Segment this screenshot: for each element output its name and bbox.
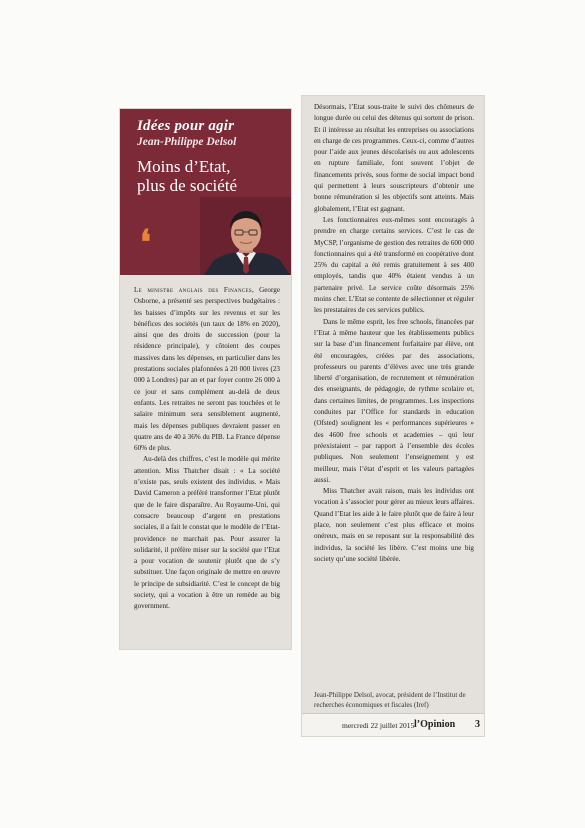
article-headline [137, 157, 237, 195]
article-paragraph-4: Les fonctionnaires eux-mêmes sont encouragés à prendre en charge certains services. C’est le cas de MyCSP, l’organisme de gestion des retraites de 600 000 fonctionnaires qui a été transformé en coopérative dont 25% du capital a été remis gratuitement à ses 400 employés, tandis que 40% étaient vendus à un partenaire privé. Le service coûte désormais 25% moins cher. L’Etat se contente de sélectionner et réguler les prestataires de ces services publics. [314, 215, 474, 315]
article-paragraph-5: Dans le même esprit, les free schools, financées par l’Etat à même hauteur que les établissements publics sur la base d’un financement forfaitaire par élève, ont été encouragées, créées par des associations, professeurs ou parents d’élèves avec une très grande liberté d’organisation, de recrutement et rémunération des enseignants, de pédagogie, de rythme scolaire et, dans certaines limites, de programmes. Les inspections conduites par l’Office for standards in education (Ofsted) soulignent les « performances supérieures » des 4600 free schools et academies – qui leur préexistaient – par rapport à l’ensemble des écoles publiques. Non seulement l’enseignement y est meilleur, mais l’état d’esprit et les valeurs partagées aussi. [314, 317, 474, 484]
column-author: Jean-Philippe Delsol [137, 136, 237, 148]
quote-mark-icon: ❛ [140, 225, 151, 262]
article-body-left-column [134, 285, 280, 613]
column-header [120, 109, 291, 275]
article-clipping-right [302, 96, 484, 736]
article-paragraph-1 [134, 285, 280, 454]
author-signature: Jean-Philippe Delsol, avocat, président de l’Institut de recherches économiques et fiscales (Iref) [314, 691, 466, 709]
publication-date: mercredi 22 juillet 2015 [342, 721, 415, 730]
article-body-right-column [314, 102, 474, 565]
article-clipping-left [120, 109, 291, 649]
article-paragraph-2: Au-delà des chiffres, c’est le modèle qui mérite attention. Miss Thatcher disait : « La société n’existe pas, seuls existent des individus. » Mais David Cameron a préféré transformer l’Etat plutôt que de le faire disparaître. Au Royaume-Uni, qui consacre beaucoup d’argent en prestations sociales, il a fait le constat que le modèle de l’Etat-providence ne marchait pas. Pour assurer la solidarité, il préfère miser sur la société que l’Etat a pour vocation de soutenir plutôt que de s’y substituer. Une façon originale de mettre en œuvre le principe de subsidiarité. C’est le concept de big society, qui a vocation à être un remède au big government. [134, 455, 280, 611]
page-number: 3 [475, 719, 480, 730]
page-footer [302, 713, 484, 736]
column-kicker: Idées pour agir [137, 118, 235, 134]
article-paragraph-3: Désormais, l’Etat sous-traite le suivi des chômeurs de longue durée ou celui des détenus qui sortent de prison. Et il intéresse au résultat les entreprises ou associations en charge de ces programmes. Ceux-ci, comme d’autres pour l’aide aux jeunes déscolarisés ou aux adolescents en rupture familiale, font souvent l’objet de financements privés, sous forme de social impact bond qui permettent à leurs souscripteurs d’obtenir une bonne rémunération si les objectifs sont atteints. Mais globalement, l’Etat est gagnant. [314, 103, 474, 213]
author-portrait [200, 197, 291, 275]
article-lead-in: Le ministre anglais des Finances, [134, 286, 255, 294]
publication-name: l’Opinion [414, 719, 456, 730]
article-paragraph-6: Miss Thatcher avait raison, mais les individus ont vocation à s’associer pour gérer au mieux leurs affaires. Quand l’Etat les aide à le faire plutôt que de faire à leur place, non seulement c’est plus efficace et moins onéreux, mais en se reposant sur la responsabilité des individus, la société les libère. C’est moins une big society qu’une société libérée. [314, 487, 474, 563]
article-paragraph-1-text: George Osborne, a présenté ses perspectives budgétaires : les baisses d’impôts sur les revenus et sur les bénéfices des sociétés (un taux de 18% en 2020), ainsi que des droits de succession (pour la résidence principale), y côtoient des coupes massives dans les dépenses, en particulier dans les prestations sociales plafonnées à 20 000 livres (23 000 à Londres) par an et par foyer contre 26 000 à ce jour et sans complément au-delà de deux enfants. Les retraites ne seront pas touchées et le salaire minimum sera sensiblement augmenté, mais les dépenses publiques devraient passer en quatre ans de 40 à 36% du PIB. La France dépense 60% de plus. [134, 286, 280, 453]
headline-line-2: plus de société [137, 176, 238, 195]
headline-line-1: Moins d’Etat, [137, 157, 231, 176]
